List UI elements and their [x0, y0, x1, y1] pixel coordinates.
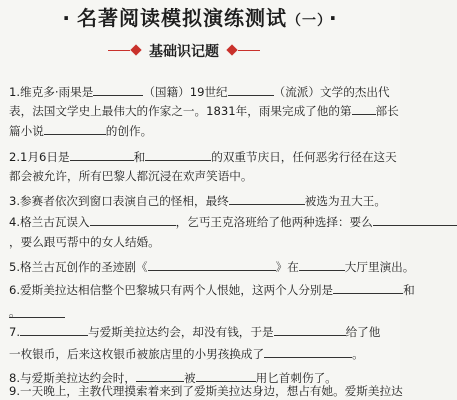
question-text: 1.维克多·雨果是: [9, 85, 94, 99]
question-text: ，乞丐王克洛班给了他两种选择：要么: [175, 215, 373, 229]
question-9-line-1: [9, 385, 403, 398]
question-text: 6.爱斯美拉达相信整个巴黎城只有两个人恨她，这两个人分别是: [9, 283, 334, 297]
question-text: 一枚银币，后来这枚银币被旅店里的小男孩换成了: [9, 347, 265, 361]
question-text: 部长: [375, 104, 399, 118]
question-text: 和: [133, 150, 146, 164]
question-4-line-2: [9, 236, 160, 249]
question-6-line-1: [9, 282, 415, 297]
title-dot: ·: [62, 6, 71, 30]
title-dot-end: ·: [329, 6, 338, 30]
answer-blank[interactable]: [299, 259, 345, 271]
answer-blank[interactable]: [196, 370, 256, 382]
question-6-line-2: [9, 306, 65, 319]
section-header: [108, 38, 260, 63]
diamond-left-icon: [130, 44, 141, 55]
question-text: 。: [352, 347, 364, 361]
answer-blank[interactable]: 。: [9, 306, 65, 318]
question-text: 都会被允许，所有巴黎人都沉浸在欢声笑语中。: [9, 169, 253, 183]
question-text: 8.与爱斯美拉达约会时，: [9, 371, 136, 385]
answer-blank[interactable]: [228, 84, 274, 96]
question-text: （流派）文学的杰出代: [273, 85, 390, 99]
question-text: 3.参赛者依次到窗口表演自己的怪相，最终: [9, 194, 229, 208]
question-text: 5.格兰古瓦创作的圣迹剧《: [9, 260, 148, 274]
section-title: 基础识记题: [149, 44, 219, 60]
question-1-line-2: [9, 103, 399, 118]
question-5-line-1: [9, 259, 414, 274]
question-text: 表，法国文学史上最伟大的作家之一。1831年，雨果完成了他的第: [9, 104, 352, 118]
question-text: （国籍）19世纪: [143, 85, 228, 99]
answer-blank[interactable]: [333, 282, 403, 294]
section-rule-right: [238, 50, 260, 51]
question-text: 7.: [9, 325, 21, 339]
question-2-line-2: [9, 170, 252, 183]
question-text: 的双重节庆日，任何恶劣行径在这天: [211, 150, 397, 164]
question-text: ，要么跟丐帮中的女人结婚。: [9, 235, 160, 249]
answer-blank[interactable]: [264, 346, 352, 358]
question-text: 的创作。: [105, 124, 153, 138]
question-text: 被: [184, 371, 196, 385]
answer-blank[interactable]: [93, 84, 143, 96]
answer-blank[interactable]: [90, 214, 176, 226]
question-text: 4.格兰古瓦误入: [9, 215, 90, 229]
title-main: 名著阅读模拟演练测试: [77, 6, 287, 30]
question-text: 给了他: [345, 325, 381, 339]
question-text: 9.一天晚上，主教代理摸索着来到了爱斯美拉达身边，想占有她。爱斯美拉达: [9, 384, 403, 398]
title-sub: （一）: [287, 13, 325, 29]
diamond-right-icon: [226, 44, 237, 55]
answer-blank[interactable]: [70, 149, 134, 161]
answer-blank[interactable]: [145, 149, 211, 161]
question-text: 》在: [275, 260, 299, 274]
answer-blank[interactable]: [274, 324, 346, 336]
question-1-line-1: [9, 84, 390, 99]
question-text: 大厅里演出。: [344, 260, 415, 274]
question-text: 被选为丑大王。: [304, 194, 386, 208]
question-text: 2.1月6日是: [9, 150, 70, 164]
question-7-line-1: [9, 324, 380, 339]
question-3-line-1: [9, 193, 386, 208]
answer-blank[interactable]: [44, 123, 106, 135]
answer-blank[interactable]: [136, 370, 184, 382]
question-7-line-2: [9, 346, 364, 361]
section-rule-left: [108, 50, 130, 51]
answer-blank[interactable]: [373, 214, 457, 226]
page-title: [0, 2, 400, 31]
question-4-line-1: [9, 214, 457, 229]
question-8-line-1: [9, 370, 337, 385]
answer-blank[interactable]: [20, 324, 88, 336]
question-text: 和: [403, 283, 415, 297]
question-text: 用匕首刺伤了。: [255, 371, 337, 385]
question-2-line-1: [9, 149, 397, 164]
answer-blank[interactable]: [229, 193, 305, 205]
question-text: 篇小说: [9, 124, 44, 138]
answer-blank[interactable]: [352, 103, 376, 115]
question-text: 与爱斯美拉达约会，却没有钱，于是: [88, 325, 274, 339]
question-1-line-3: [9, 123, 152, 138]
answer-blank[interactable]: [148, 259, 276, 271]
